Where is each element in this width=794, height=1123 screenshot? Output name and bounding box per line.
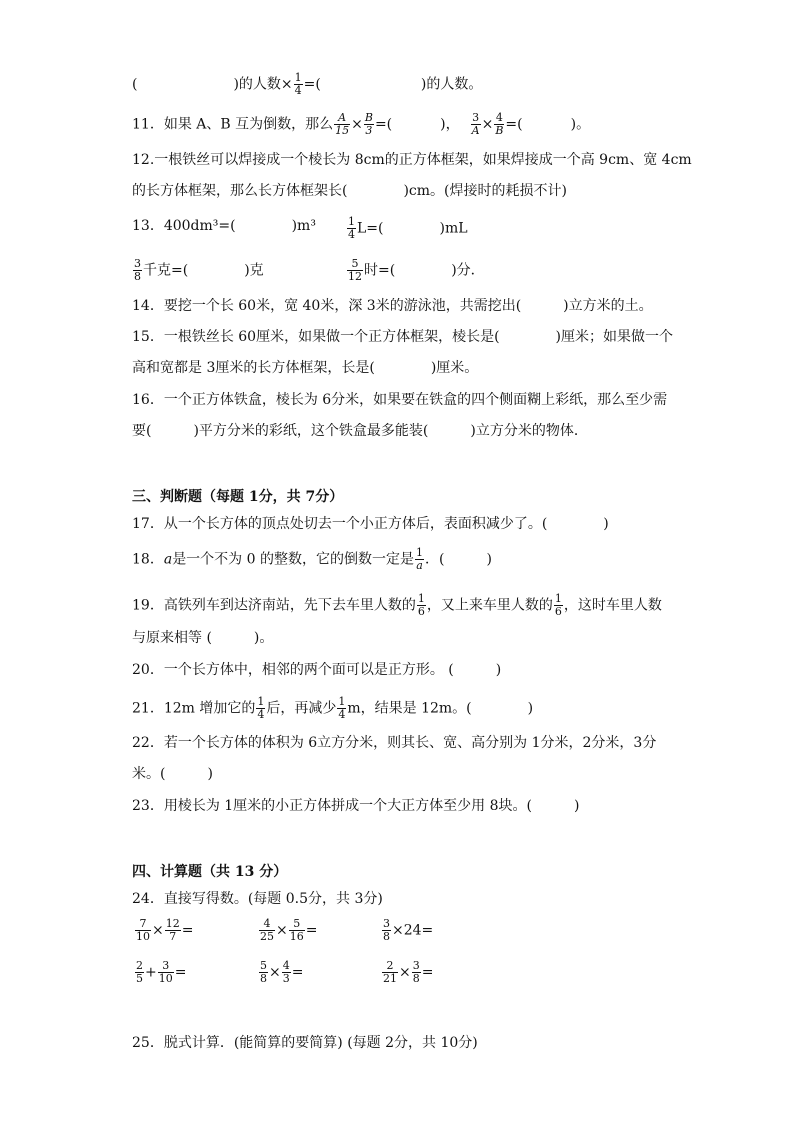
fraction: $\frac{5}{12}$ [348, 257, 362, 283]
fraction: $\frac{4}{B}$ [495, 111, 504, 137]
question-25: 25．脱式计算．(能简算的要简算) (每题 2分，共 10分) [132, 1035, 478, 1051]
question-17: 17．从一个长方体的顶点处切去一个小正方体后，表面积减少了。( ) [132, 516, 609, 532]
fraction: $\frac{1}{4}$ [348, 215, 355, 241]
calc-item: $\frac{3}{8}$ ×24= [383, 917, 434, 943]
question-13-c: $\frac{3}{8}$ 千克=( )克 [134, 257, 264, 283]
fraction: $\frac{1}{4}$ [257, 695, 265, 721]
question-21: 21．12m 增加它的 $\frac{1}{4}$ 后，再减少 $\frac{1}{4}$ m，结果是 12m。( ) [132, 695, 534, 721]
question-16-line-1: 16．一个正方体铁盒，棱长为 6分米，如果要在铁盒的四个侧面糊上彩纸，那么至少需 [132, 392, 668, 408]
calc-item: $\frac{5}{8}$ × $\frac{4}{3}$ = [260, 959, 304, 985]
calc-item: $\frac{2}{21}$ × $\frac{3}{8}$ = [383, 959, 434, 985]
question-15-line-2: 高和宽都是 3厘米的长方体框架，长是( )厘米。 [132, 360, 479, 376]
question-13-a: 13．400dm³=( )m³ [132, 218, 316, 234]
calc-item: $\frac{4}{25}$ × $\frac{5}{16}$ = [260, 917, 318, 943]
question-14: 14．要挖一个长 60米，宽 40米，深 3米的游泳池，共需挖出( )立方米的土。 [132, 298, 653, 314]
question-19-line-1: 19．高铁列车到达济南站，先下去车里人数的 $\frac{1}{6}$ ，又上来车里人数的 $\frac{1}{6}$ ，这时车里人数 [132, 592, 662, 618]
question-20: 20．一个长方体中，相邻的两个面可以是正方形。 ( ) [132, 662, 502, 678]
question-13-d: $\frac{5}{12}$ 时=( )分． [348, 257, 485, 283]
section-4-heading: 四、计算题（共 13 分） [132, 864, 288, 880]
fraction: $\frac{B}{3}$ [364, 111, 373, 137]
fraction: $\frac{A}{15}$ [335, 111, 350, 137]
section-3-heading: 三、判断题（每题 1分，共 7分） [132, 489, 344, 505]
question-24: 24．直接写得数。(每题 0.5分，共 3分) [132, 891, 383, 907]
question-15-line-1: 15．一根铁丝长 60厘米，如果做一个正方体框架，棱长是( )厘米；如果做一个 [132, 329, 674, 345]
fraction: $\frac{1}{4}$ [294, 71, 302, 97]
question-12-line-2: 的长方体框架，那么长方体框架长( )cm。(焊接时的耗损不计) [132, 183, 567, 199]
fraction: $\frac{3}{8}$ [134, 257, 141, 283]
question-13-b: $\frac{1}{4}$ L=( )mL [348, 215, 468, 241]
question-12-line-1: 12.一根铁丝可以焊接成一个棱长为 8cm的正方体框架，如果焊接成一个高 9cm、宽 4cm [132, 152, 692, 168]
question-23: 23．用棱长为 1厘米的小正方体拼成一个大正方体至少用 8块。( ) [132, 798, 580, 814]
question-16-line-2: 要( )平方分米的彩纸，这个铁盒最多能装( )立方分米的物体． [132, 423, 588, 439]
fraction: $\frac{3}{A}$ [471, 111, 480, 137]
question-22-line-1: 22．若一个长方体的体积为 6立方分米，则其长、宽、高分别为 1分米，2分米，3分 [132, 735, 657, 751]
question-22-line-2: 米。( ) [132, 766, 213, 782]
question-11: 11．如果 A、B 互为倒数，那么 $\frac{A}{15}$ × $\frac{B}{3}$ =( )， $\frac{3}{A}$ × $\frac{4}{B}$ =( )。 [132, 111, 591, 137]
question-10-continuation: ( )的人数× $\frac{1}{4}$ =( )的人数。 [132, 71, 483, 97]
fraction: $\frac{1}{6}$ [554, 592, 562, 618]
calc-item: $\frac{2}{5}$ + $\frac{3}{10}$ = [136, 959, 187, 985]
fraction: $\frac{1}{a}$ [416, 546, 423, 572]
question-18: 18．a是一个不为 0 的整数，它的倒数一定是 $\frac{1}{a}$ ．( ) [132, 546, 492, 572]
fraction: $\frac{1}{6}$ [417, 592, 425, 618]
question-19-line-2: 与原来相等 ( )。 [132, 630, 274, 646]
fraction: $\frac{1}{4}$ [338, 695, 346, 721]
calc-item: $\frac{7}{10}$ × $\frac{12}{7}$ = [136, 917, 194, 943]
